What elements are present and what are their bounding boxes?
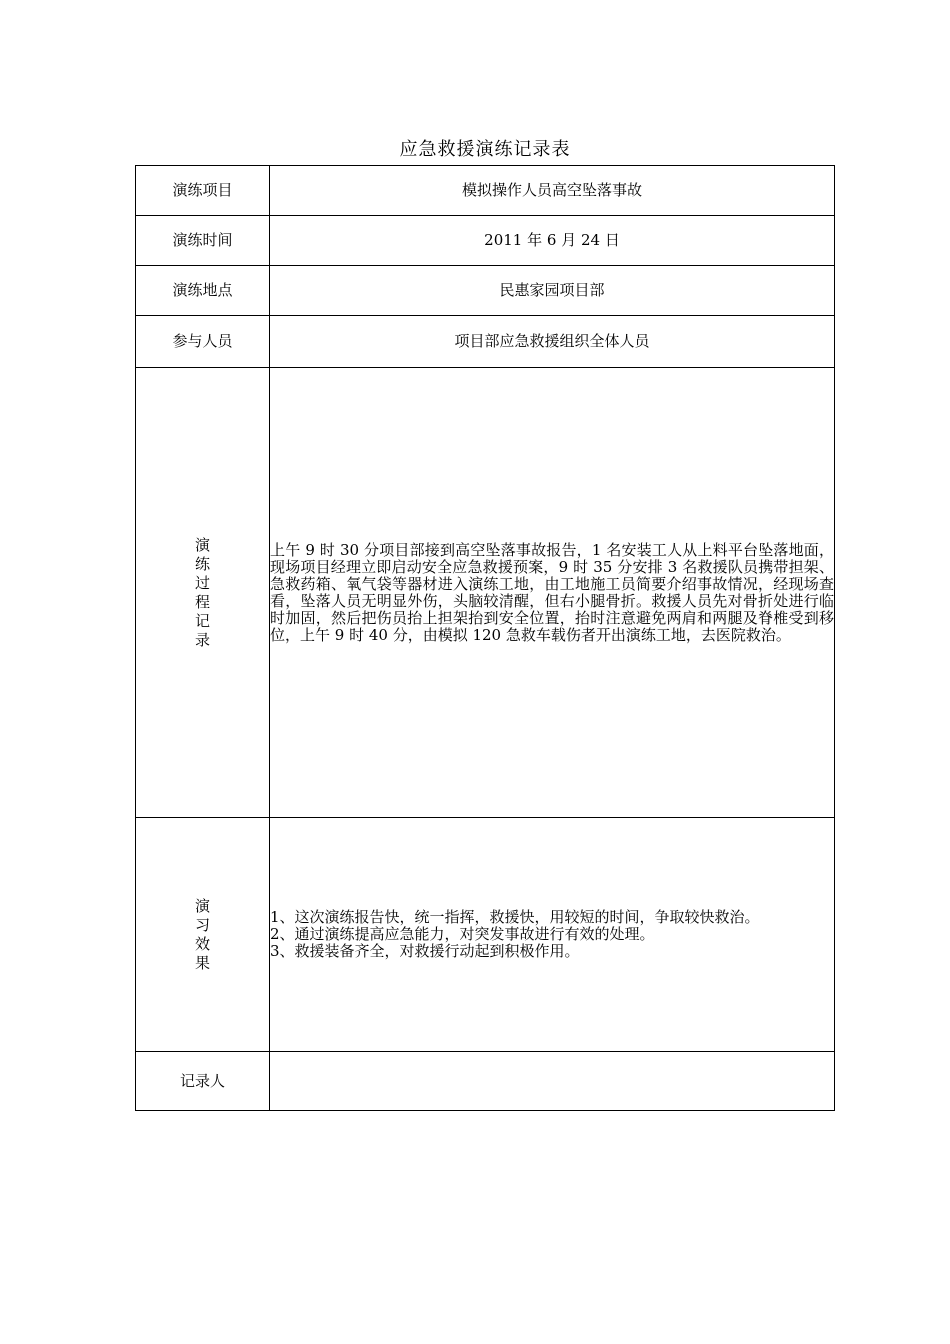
row-time [136,216,835,266]
label-project: 演练项目 [136,166,270,216]
value-project: 模拟操作人员高空坠落事故 [270,166,835,216]
row-location [136,266,835,316]
label-participants: 参与人员 [136,316,270,368]
value-participants: 项目部应急救援组织全体人员 [270,316,835,368]
effect-line-3: 3、救援装备齐全，对救援行动起到积极作用。 [270,942,580,960]
process-record-cell [270,368,835,818]
row-participants [136,316,835,368]
row-effect [136,818,835,1052]
label-process-cell [136,368,270,818]
value-location: 民惠家园项目部 [270,266,835,316]
row-recorder [136,1052,835,1111]
row-process [136,368,835,818]
row-project [136,166,835,216]
page-title: 应急救援演练记录表 [399,139,571,160]
value-time: 2011 年 6 月 24 日 [270,216,835,266]
value-recorder[interactable] [270,1052,835,1111]
label-effect-cell [136,818,270,1052]
label-process: 演练过程记录 [194,535,210,649]
drill-record-table [135,165,835,1111]
effect-line-1: 1、这次演练报告快，统一指挥，救援快，用较短的时间，争取较快救治。 [270,908,760,926]
process-record-text: 上午 9 时 30 分项目部接到高空坠落事故报告，1 名安装工人从上料平台坠落地面，现场项目经理立即启动安全应急救援预案，9 时 35 分安排 3 名救援队员携带担架、急救药箱、氧气袋等器材进入演练工地，由工地施工员简要介绍事故情况，经现场查看，坠落人员无明显外伤，头脑较清醒，但右小腿骨折。救援人员先对骨折处进行临时加固，然后把伤员抬上担架抬到安全位置，抬时注意避免两肩和两腿及脊椎受到移位，上午 9 时 40 分，由模拟 120 急救车载伤者开出演练工地，去医院救治。 [270,540,834,644]
label-effect: 演习效果 [194,896,210,972]
effect-cell [270,818,835,1052]
label-time: 演练时间 [136,216,270,266]
label-recorder: 记录人 [136,1052,270,1111]
label-location: 演练地点 [136,266,270,316]
effect-line-2: 2、通过演练提高应急能力，对突发事故进行有效的处理。 [270,925,655,943]
